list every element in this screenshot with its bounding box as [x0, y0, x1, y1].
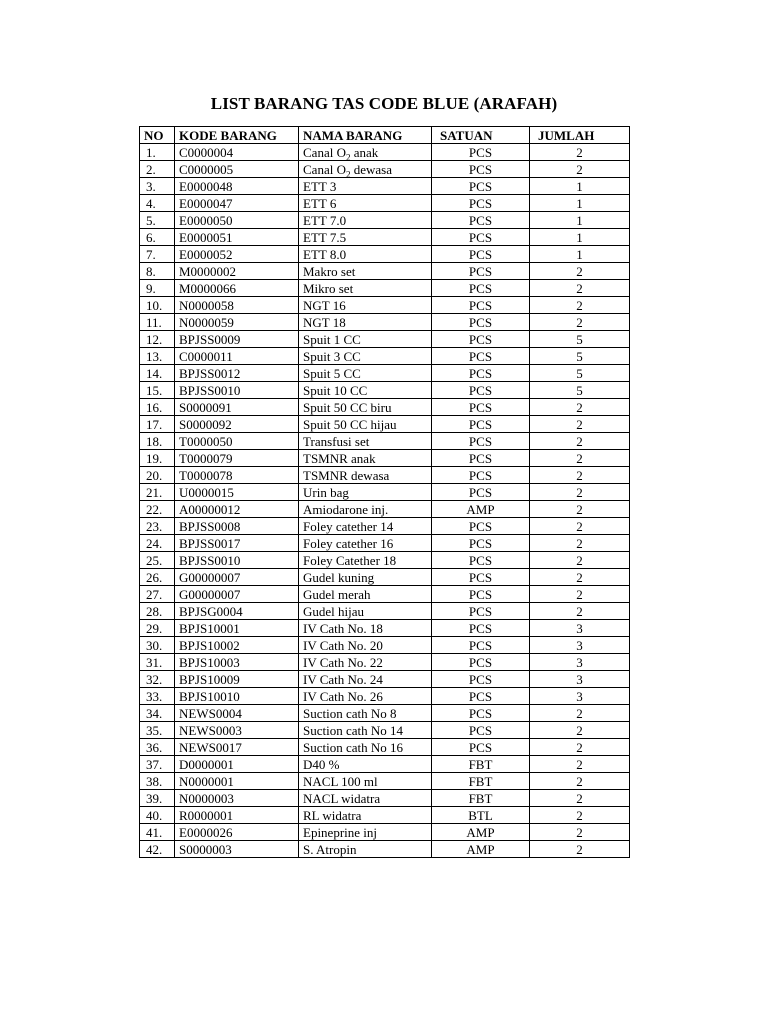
cell-jumlah: 1 — [530, 178, 630, 195]
cell-jumlah: 3 — [530, 654, 630, 671]
cell-jumlah: 5 — [530, 365, 630, 382]
cell-kode-barang: N0000059 — [175, 314, 299, 331]
cell-no: 33. — [140, 688, 175, 705]
cell-jumlah: 2 — [530, 841, 630, 858]
cell-kode-barang: BPJSS0010 — [175, 552, 299, 569]
cell-satuan: AMP — [432, 824, 530, 841]
table-row — [140, 654, 630, 671]
nama-text: Canal O — [303, 144, 346, 160]
cell-no: 30. — [140, 637, 175, 654]
cell-satuan: PCS — [432, 229, 530, 246]
cell-kode-barang: NEWS0004 — [175, 705, 299, 722]
cell-no: 41. — [140, 824, 175, 841]
cell-nama-barang: Foley catether 16 — [299, 535, 432, 552]
cell-jumlah: 2 — [530, 161, 630, 178]
cell-no: 22. — [140, 501, 175, 518]
cell-jumlah: 3 — [530, 688, 630, 705]
cell-jumlah: 2 — [530, 297, 630, 314]
cell-satuan: PCS — [432, 586, 530, 603]
cell-no: 38. — [140, 773, 175, 790]
cell-kode-barang: BPJS10001 — [175, 620, 299, 637]
cell-kode-barang: E0000026 — [175, 824, 299, 841]
table-row — [140, 365, 630, 382]
table-row — [140, 722, 630, 739]
cell-jumlah: 2 — [530, 399, 630, 416]
cell-satuan: PCS — [432, 263, 530, 280]
cell-jumlah: 2 — [530, 467, 630, 484]
cell-nama-barang — [299, 144, 432, 161]
cell-no: 13. — [140, 348, 175, 365]
cell-no: 18. — [140, 433, 175, 450]
cell-nama-barang: Spuit 5 CC — [299, 365, 432, 382]
cell-satuan: PCS — [432, 178, 530, 195]
table-row — [140, 671, 630, 688]
cell-satuan: PCS — [432, 518, 530, 535]
cell-kode-barang: BPJS10003 — [175, 654, 299, 671]
cell-no: 24. — [140, 535, 175, 552]
cell-satuan: PCS — [432, 467, 530, 484]
cell-no: 8. — [140, 263, 175, 280]
cell-no: 10. — [140, 297, 175, 314]
table-row — [140, 280, 630, 297]
cell-no: 21. — [140, 484, 175, 501]
cell-jumlah: 2 — [530, 552, 630, 569]
table-row — [140, 501, 630, 518]
cell-nama-barang: IV Cath No. 20 — [299, 637, 432, 654]
table-row — [140, 637, 630, 654]
cell-jumlah: 2 — [530, 433, 630, 450]
cell-kode-barang: G00000007 — [175, 586, 299, 603]
cell-nama-barang: Spuit 1 CC — [299, 331, 432, 348]
table-row — [140, 195, 630, 212]
table-row — [140, 229, 630, 246]
table-row — [140, 552, 630, 569]
cell-nama-barang: Transfusi set — [299, 433, 432, 450]
table-row — [140, 331, 630, 348]
document-title: LIST BARANG TAS CODE BLUE (ARAFAH) — [210, 94, 558, 113]
cell-nama-barang: RL widatra — [299, 807, 432, 824]
cell-nama-barang: D40 % — [299, 756, 432, 773]
cell-nama-barang: Mikro set — [299, 280, 432, 297]
cell-jumlah: 2 — [530, 773, 630, 790]
cell-jumlah: 2 — [530, 263, 630, 280]
cell-nama-barang: Amiodarone inj. — [299, 501, 432, 518]
cell-no: 36. — [140, 739, 175, 756]
cell-satuan: PCS — [432, 280, 530, 297]
cell-jumlah: 1 — [530, 229, 630, 246]
table-row — [140, 416, 630, 433]
cell-nama-barang: Foley catether 14 — [299, 518, 432, 535]
cell-no: 15. — [140, 382, 175, 399]
cell-no: 32. — [140, 671, 175, 688]
cell-kode-barang: C0000004 — [175, 144, 299, 161]
cell-no: 31. — [140, 654, 175, 671]
cell-jumlah: 1 — [530, 195, 630, 212]
cell-satuan: AMP — [432, 501, 530, 518]
header-no: NO — [140, 127, 175, 144]
cell-no: 12. — [140, 331, 175, 348]
cell-nama-barang: ETT 3 — [299, 178, 432, 195]
cell-satuan: PCS — [432, 195, 530, 212]
cell-nama-barang: Gudel kuning — [299, 569, 432, 586]
table-row — [140, 212, 630, 229]
table-row — [140, 348, 630, 365]
table-body — [140, 144, 630, 858]
cell-kode-barang: M0000002 — [175, 263, 299, 280]
cell-kode-barang: BPJS10002 — [175, 637, 299, 654]
header-satuan: SATUAN — [432, 127, 530, 144]
table-row — [140, 807, 630, 824]
table-row — [140, 790, 630, 807]
header-nama-barang: NAMA BARANG — [299, 127, 432, 144]
cell-nama-barang: S. Atropin — [299, 841, 432, 858]
table-row — [140, 161, 630, 178]
cell-satuan: PCS — [432, 365, 530, 382]
cell-no: 23. — [140, 518, 175, 535]
cell-no: 14. — [140, 365, 175, 382]
table-row — [140, 705, 630, 722]
cell-kode-barang: N0000001 — [175, 773, 299, 790]
cell-nama-barang: NGT 18 — [299, 314, 432, 331]
cell-kode-barang: BPJSS0008 — [175, 518, 299, 535]
cell-no: 9. — [140, 280, 175, 297]
cell-satuan: BTL — [432, 807, 530, 824]
cell-kode-barang: A00000012 — [175, 501, 299, 518]
header-jumlah: JUMLAH — [530, 127, 630, 144]
cell-jumlah: 2 — [530, 739, 630, 756]
cell-no: 2. — [140, 161, 175, 178]
cell-kode-barang: S0000092 — [175, 416, 299, 433]
cell-no: 1. — [140, 144, 175, 161]
table-row — [140, 620, 630, 637]
cell-no: 16. — [140, 399, 175, 416]
cell-no: 37. — [140, 756, 175, 773]
table-row — [140, 569, 630, 586]
cell-jumlah: 2 — [530, 705, 630, 722]
cell-satuan: FBT — [432, 773, 530, 790]
table-row — [140, 484, 630, 501]
cell-no: 27. — [140, 586, 175, 603]
cell-jumlah: 2 — [530, 144, 630, 161]
cell-satuan: PCS — [432, 314, 530, 331]
table-row — [140, 603, 630, 620]
cell-nama-barang: Gudel merah — [299, 586, 432, 603]
cell-nama-barang: Suction cath No 14 — [299, 722, 432, 739]
nama-text: Canal O — [303, 161, 346, 177]
table-row — [140, 382, 630, 399]
nama-text-after: dewasa — [350, 161, 392, 177]
cell-kode-barang: N0000003 — [175, 790, 299, 807]
cell-satuan: PCS — [432, 399, 530, 416]
cell-satuan: PCS — [432, 484, 530, 501]
items-table — [139, 126, 630, 858]
cell-satuan: PCS — [432, 603, 530, 620]
cell-jumlah: 5 — [530, 382, 630, 399]
cell-jumlah: 3 — [530, 671, 630, 688]
cell-satuan: FBT — [432, 790, 530, 807]
table-row — [140, 144, 630, 161]
cell-kode-barang: BPJS10009 — [175, 671, 299, 688]
cell-nama-barang: Urin bag — [299, 484, 432, 501]
table-row — [140, 824, 630, 841]
cell-nama-barang: Makro set — [299, 263, 432, 280]
table-row — [140, 586, 630, 603]
table-row — [140, 773, 630, 790]
cell-nama-barang: IV Cath No. 24 — [299, 671, 432, 688]
cell-nama-barang: ETT 7.5 — [299, 229, 432, 246]
cell-jumlah: 2 — [530, 280, 630, 297]
cell-kode-barang: S0000091 — [175, 399, 299, 416]
cell-nama-barang: Suction cath No 8 — [299, 705, 432, 722]
cell-satuan: PCS — [432, 331, 530, 348]
cell-nama-barang: IV Cath No. 18 — [299, 620, 432, 637]
cell-satuan: PCS — [432, 705, 530, 722]
cell-kode-barang: C0000011 — [175, 348, 299, 365]
table-row — [140, 518, 630, 535]
cell-satuan: PCS — [432, 382, 530, 399]
cell-kode-barang: BPJSS0017 — [175, 535, 299, 552]
cell-satuan: PCS — [432, 433, 530, 450]
cell-jumlah: 2 — [530, 484, 630, 501]
cell-nama-barang: NACL widatra — [299, 790, 432, 807]
cell-satuan: PCS — [432, 569, 530, 586]
cell-no: 20. — [140, 467, 175, 484]
cell-no: 11. — [140, 314, 175, 331]
cell-kode-barang: E0000052 — [175, 246, 299, 263]
table-row — [140, 297, 630, 314]
cell-no: 25. — [140, 552, 175, 569]
cell-satuan: PCS — [432, 161, 530, 178]
header-kode-barang: KODE BARANG — [175, 127, 299, 144]
cell-jumlah: 2 — [530, 416, 630, 433]
cell-no: 28. — [140, 603, 175, 620]
cell-nama-barang: Gudel hijau — [299, 603, 432, 620]
cell-satuan: FBT — [432, 756, 530, 773]
table-row — [140, 433, 630, 450]
cell-nama-barang — [299, 161, 432, 178]
cell-no: 7. — [140, 246, 175, 263]
table-row — [140, 688, 630, 705]
cell-jumlah: 3 — [530, 620, 630, 637]
cell-kode-barang: U0000015 — [175, 484, 299, 501]
cell-satuan: PCS — [432, 552, 530, 569]
cell-satuan: PCS — [432, 620, 530, 637]
cell-nama-barang: Spuit 10 CC — [299, 382, 432, 399]
cell-no: 40. — [140, 807, 175, 824]
cell-kode-barang: D0000001 — [175, 756, 299, 773]
cell-nama-barang: Epineprine inj — [299, 824, 432, 841]
nama-subscript: 2 — [345, 152, 351, 161]
table-row — [140, 841, 630, 858]
cell-kode-barang: BPJSS0010 — [175, 382, 299, 399]
cell-no: 17. — [140, 416, 175, 433]
cell-no: 35. — [140, 722, 175, 739]
cell-satuan: PCS — [432, 348, 530, 365]
cell-jumlah: 2 — [530, 586, 630, 603]
cell-kode-barang: C0000005 — [175, 161, 299, 178]
cell-nama-barang: TSMNR anak — [299, 450, 432, 467]
cell-nama-barang: ETT 8.0 — [299, 246, 432, 263]
cell-kode-barang: BPJSG0004 — [175, 603, 299, 620]
cell-jumlah: 2 — [530, 314, 630, 331]
cell-no: 26. — [140, 569, 175, 586]
table-row — [140, 263, 630, 280]
cell-jumlah: 5 — [530, 331, 630, 348]
cell-satuan: PCS — [432, 246, 530, 263]
cell-kode-barang: E0000051 — [175, 229, 299, 246]
cell-kode-barang: T0000050 — [175, 433, 299, 450]
table-row — [140, 467, 630, 484]
cell-kode-barang: G00000007 — [175, 569, 299, 586]
cell-kode-barang: R0000001 — [175, 807, 299, 824]
cell-nama-barang: Foley Catether 18 — [299, 552, 432, 569]
table-row — [140, 246, 630, 263]
cell-satuan: PCS — [432, 671, 530, 688]
cell-nama-barang: Spuit 3 CC — [299, 348, 432, 365]
cell-kode-barang: T0000078 — [175, 467, 299, 484]
cell-satuan: PCS — [432, 739, 530, 756]
table-row — [140, 756, 630, 773]
cell-nama-barang: ETT 6 — [299, 195, 432, 212]
table-header-row — [140, 127, 630, 144]
cell-no: 3. — [140, 178, 175, 195]
cell-satuan: PCS — [432, 722, 530, 739]
cell-no: 34. — [140, 705, 175, 722]
table-row — [140, 450, 630, 467]
cell-no: 19. — [140, 450, 175, 467]
cell-kode-barang: BPJSS0012 — [175, 365, 299, 382]
cell-jumlah: 5 — [530, 348, 630, 365]
cell-no: 6. — [140, 229, 175, 246]
cell-nama-barang: Spuit 50 CC hijau — [299, 416, 432, 433]
cell-no: 29. — [140, 620, 175, 637]
cell-kode-barang: T0000079 — [175, 450, 299, 467]
cell-kode-barang: M0000066 — [175, 280, 299, 297]
cell-kode-barang: E0000050 — [175, 212, 299, 229]
cell-jumlah: 2 — [530, 535, 630, 552]
cell-jumlah: 2 — [530, 603, 630, 620]
cell-no: 5. — [140, 212, 175, 229]
cell-satuan: PCS — [432, 637, 530, 654]
cell-jumlah: 2 — [530, 450, 630, 467]
cell-jumlah: 2 — [530, 790, 630, 807]
cell-satuan: PCS — [432, 212, 530, 229]
cell-no: 4. — [140, 195, 175, 212]
cell-jumlah: 2 — [530, 722, 630, 739]
cell-nama-barang: IV Cath No. 22 — [299, 654, 432, 671]
cell-satuan: PCS — [432, 450, 530, 467]
cell-no: 39. — [140, 790, 175, 807]
cell-kode-barang: NEWS0003 — [175, 722, 299, 739]
cell-kode-barang: BPJS10010 — [175, 688, 299, 705]
cell-kode-barang: E0000047 — [175, 195, 299, 212]
cell-nama-barang: ETT 7.0 — [299, 212, 432, 229]
cell-jumlah: 2 — [530, 569, 630, 586]
table-row — [140, 314, 630, 331]
cell-jumlah: 2 — [530, 518, 630, 535]
cell-kode-barang: S0000003 — [175, 841, 299, 858]
cell-kode-barang: BPJSS0009 — [175, 331, 299, 348]
table-row — [140, 739, 630, 756]
cell-nama-barang: Suction cath No 16 — [299, 739, 432, 756]
cell-jumlah: 2 — [530, 807, 630, 824]
cell-jumlah: 2 — [530, 756, 630, 773]
cell-nama-barang: NACL 100 ml — [299, 773, 432, 790]
cell-jumlah: 2 — [530, 824, 630, 841]
nama-subscript: 2 — [345, 169, 351, 178]
cell-nama-barang: IV Cath No. 26 — [299, 688, 432, 705]
table-row — [140, 399, 630, 416]
cell-nama-barang: NGT 16 — [299, 297, 432, 314]
table-row — [140, 535, 630, 552]
cell-kode-barang: N0000058 — [175, 297, 299, 314]
cell-satuan: PCS — [432, 416, 530, 433]
cell-jumlah: 1 — [530, 246, 630, 263]
cell-kode-barang: E0000048 — [175, 178, 299, 195]
cell-satuan: PCS — [432, 654, 530, 671]
cell-satuan: PCS — [432, 144, 530, 161]
cell-jumlah: 2 — [530, 501, 630, 518]
cell-no: 42. — [140, 841, 175, 858]
cell-nama-barang: TSMNR dewasa — [299, 467, 432, 484]
cell-satuan: PCS — [432, 297, 530, 314]
table-row — [140, 178, 630, 195]
cell-jumlah: 1 — [530, 212, 630, 229]
cell-nama-barang: Spuit 50 CC biru — [299, 399, 432, 416]
nama-text-after: anak — [350, 144, 379, 160]
cell-kode-barang: NEWS0017 — [175, 739, 299, 756]
cell-jumlah: 3 — [530, 637, 630, 654]
cell-satuan: PCS — [432, 535, 530, 552]
cell-satuan: PCS — [432, 688, 530, 705]
cell-satuan: AMP — [432, 841, 530, 858]
